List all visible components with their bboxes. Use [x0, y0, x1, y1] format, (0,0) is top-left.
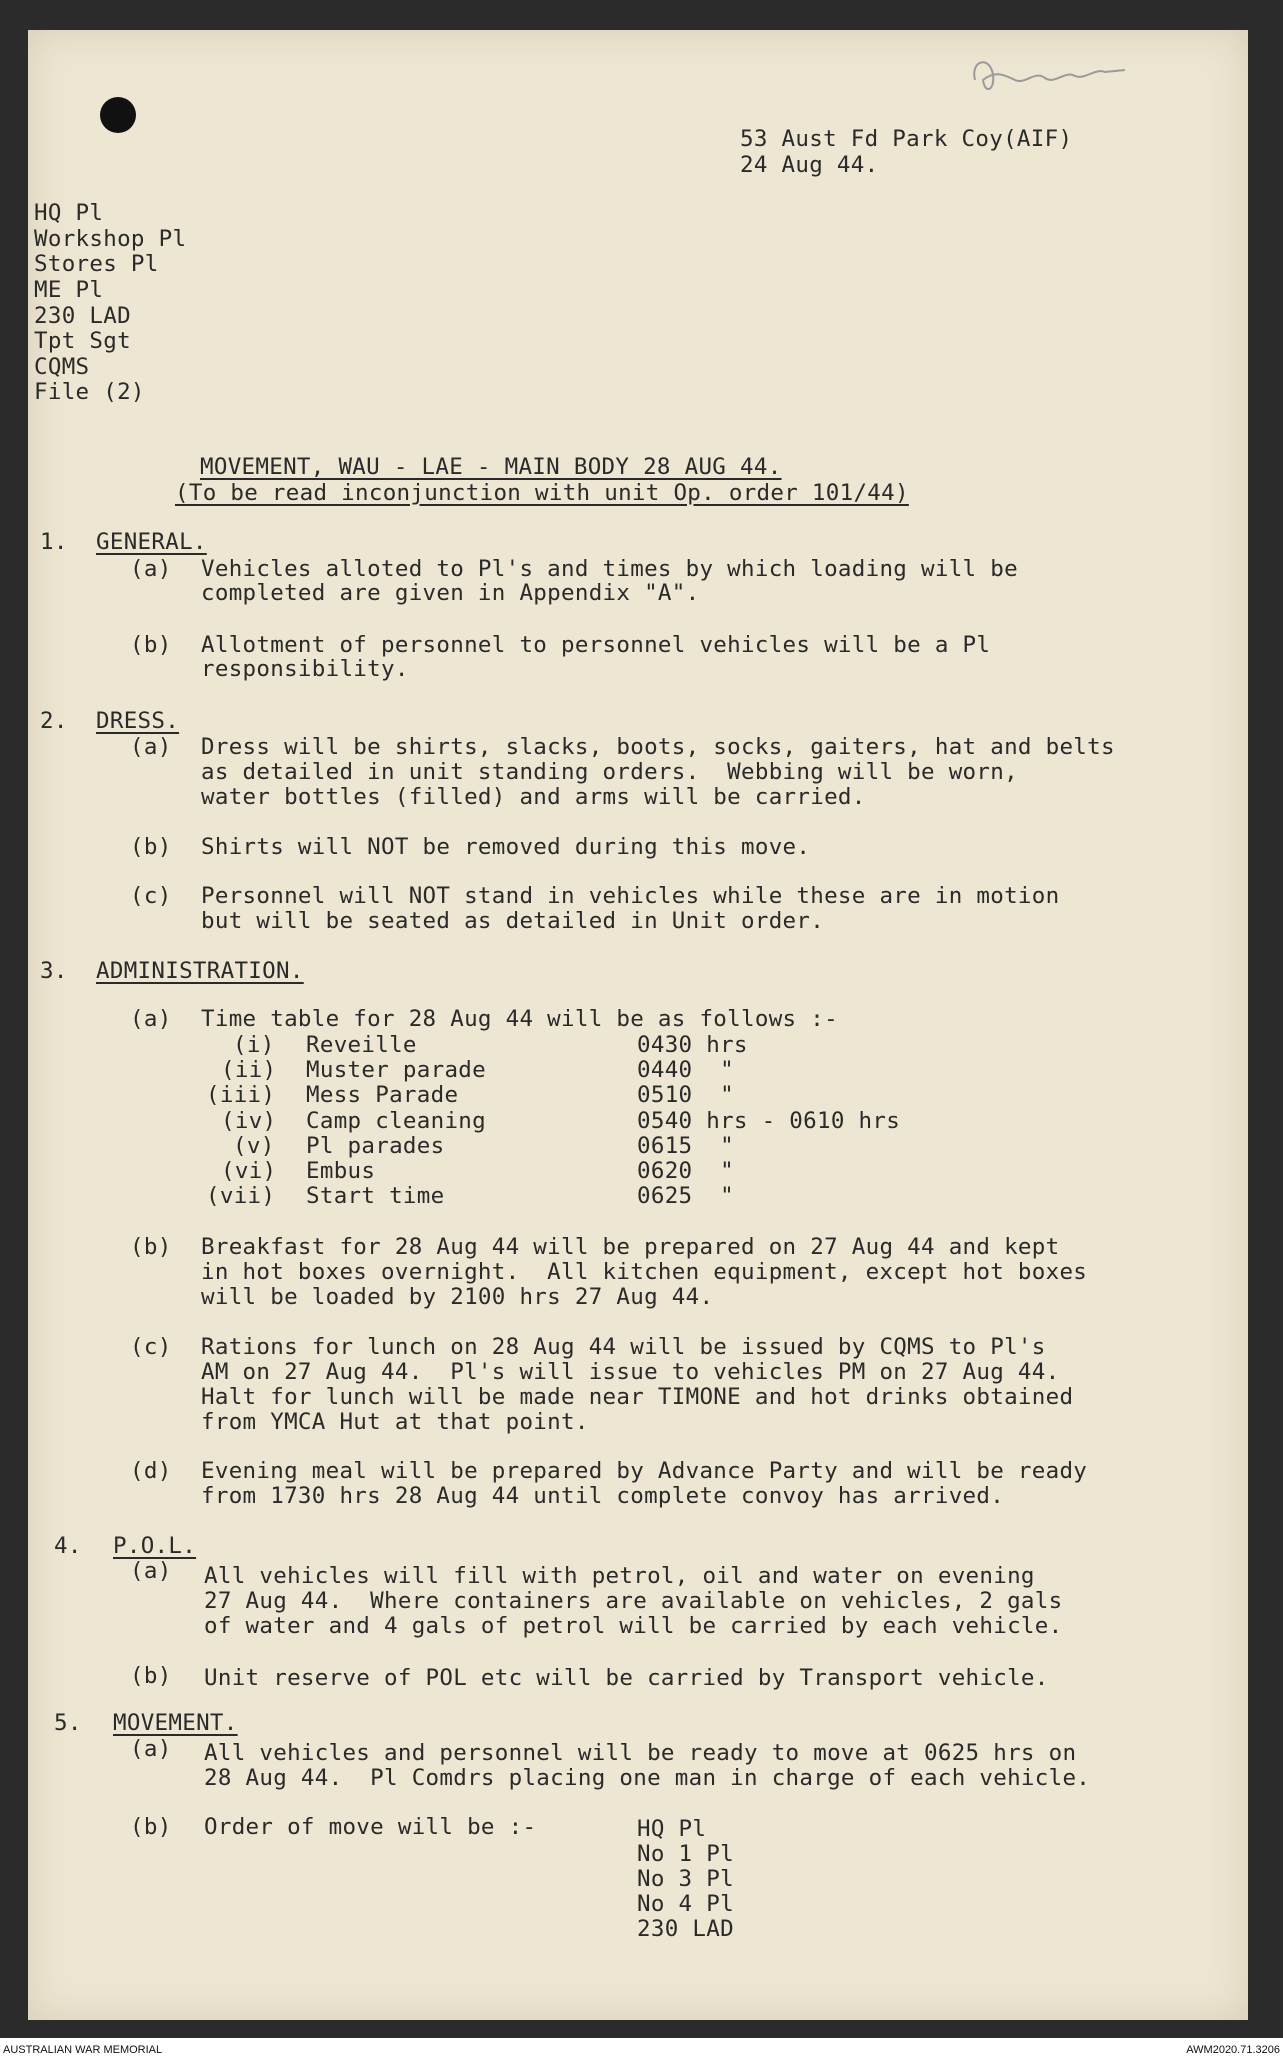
timetable-time: 0615 "	[637, 1133, 734, 1159]
section-number: 5.	[54, 1710, 82, 1736]
timetable-time: 0510 "	[637, 1082, 734, 1108]
timetable-number: (iv)	[221, 1108, 277, 1134]
timetable-number: (v)	[233, 1133, 275, 1159]
timetable-item: Muster parade	[306, 1057, 486, 1083]
timetable-number: (vii)	[206, 1183, 276, 1209]
timetable-number: (iii)	[206, 1082, 276, 1108]
para-line: completed are given in Appendix "A".	[201, 580, 700, 606]
para-line: All vehicles will fill with petrol, oil and water on evening	[204, 1563, 1035, 1589]
timetable-time: 0430 hrs	[637, 1032, 748, 1058]
para-line: All vehicles and personnel will be ready to move at 0625 hrs on	[204, 1740, 1077, 1766]
distribution-item: HQ Pl	[34, 200, 104, 226]
section-heading-movement: MOVEMENT.	[113, 1710, 238, 1736]
para-line: Personnel will NOT stand in vehicles while these are in motion	[201, 883, 1060, 909]
para-line: but will be seated as detailed in Unit order.	[201, 908, 825, 934]
para-label: (a)	[130, 1558, 172, 1584]
para-line: water bottles (filled) and arms will be carried.	[201, 784, 866, 810]
timetable-time: 0620 "	[637, 1158, 734, 1184]
para-label: (b)	[130, 632, 172, 658]
timetable-time: 0540 hrs - 0610 hrs	[637, 1108, 901, 1134]
para-label: (a)	[130, 1736, 172, 1762]
para-line: from 1730 hrs 28 Aug 44 until complete convoy has arrived.	[201, 1483, 1005, 1509]
timetable-number: (ii)	[221, 1057, 277, 1083]
para-line: AM on 27 Aug 44. Pl's will issue to vehicles PM on 27 Aug 44.	[201, 1359, 1060, 1385]
para-line: Unit reserve of POL etc will be carried by Transport vehicle.	[204, 1665, 1049, 1691]
para-line: responsibility.	[201, 656, 409, 682]
distribution-item: CQMS	[34, 354, 90, 380]
para-label: (a)	[130, 734, 172, 760]
para-line: Halt for lunch will be made near TIMONE and hot drinks obtained	[201, 1384, 1074, 1410]
move-order-item: HQ Pl	[637, 1816, 707, 1842]
para-line: will be loaded by 2100 hrs 27 Aug 44.	[201, 1284, 714, 1310]
para-line: as detailed in unit standing orders. Webbing will be worn,	[201, 759, 1018, 785]
para-label: (c)	[130, 1334, 172, 1360]
distribution-item: File (2)	[34, 379, 145, 405]
section-number: 1.	[40, 529, 68, 555]
para-line: 27 Aug 44. Where containers are available on vehicles, 2 gals	[204, 1588, 1063, 1614]
move-order-item: No 4 Pl	[637, 1891, 734, 1917]
sender-unit: 53 Aust Fd Park Coy(AIF)	[740, 126, 1073, 152]
section-heading-dress: DRESS.	[96, 708, 180, 734]
para-line: in hot boxes overnight. All kitchen equipment, except hot boxes	[201, 1259, 1088, 1285]
document-title: MOVEMENT, WAU - LAE - MAIN BODY 28 AUG 44.	[200, 454, 782, 480]
para-line: 28 Aug 44. Pl Comdrs placing one man in charge of each vehicle.	[204, 1765, 1091, 1791]
para-line: from YMCA Hut at that point.	[201, 1409, 589, 1435]
para-line: of water and 4 gals of petrol will be carried by each vehicle.	[204, 1613, 1063, 1639]
para-label: (b)	[130, 1234, 172, 1260]
document-subtitle: (To be read inconjunction with unit Op. order 101/44)	[175, 480, 909, 506]
section-heading-general: GENERAL.	[96, 529, 207, 555]
section-number: 2.	[40, 708, 68, 734]
timetable-number: (vi)	[221, 1158, 277, 1184]
punch-hole	[100, 97, 136, 133]
timetable-item: Mess Parade	[306, 1082, 459, 1108]
para-line: Evening meal will be prepared by Advance Party and will be ready	[201, 1458, 1088, 1484]
timetable-intro: Time table for 28 Aug 44 will be as follows :-	[201, 1006, 838, 1032]
section-number: 3.	[40, 958, 68, 984]
timetable-item: Pl parades	[306, 1133, 445, 1159]
move-order-item: No 1 Pl	[637, 1841, 734, 1867]
para-line: Breakfast for 28 Aug 44 will be prepared on 27 Aug 44 and kept	[201, 1234, 1060, 1260]
para-line: Allotment of personnel to personnel vehicles will be a Pl	[201, 632, 991, 658]
para-label: (c)	[130, 883, 172, 909]
distribution-item: Tpt Sgt	[34, 328, 131, 354]
para-line: Rations for lunch on 28 Aug 44 will be issued by CQMS to Pl's	[201, 1334, 1046, 1360]
move-order-item: No 3 Pl	[637, 1866, 734, 1892]
para-label: (d)	[130, 1458, 172, 1484]
para-label: (b)	[130, 834, 172, 860]
para-label: (b)	[130, 1663, 172, 1689]
para-line: Dress will be shirts, slacks, boots, socks, gaiters, hat and belts	[201, 734, 1115, 760]
section-heading-pol: P.O.L.	[113, 1533, 197, 1559]
distribution-item: ME Pl	[34, 277, 104, 303]
para-label: (b)	[130, 1814, 172, 1840]
timetable-number: (i)	[233, 1032, 275, 1058]
move-order-item: 230 LAD	[637, 1916, 734, 1942]
handwritten-signature	[965, 50, 1135, 105]
para-label: (a)	[130, 1006, 172, 1032]
para-line: Shirts will NOT be removed during this move.	[201, 834, 811, 860]
section-heading-administration: ADMINISTRATION.	[96, 958, 304, 984]
footer-institution: AUSTRALIAN WAR MEMORIAL	[3, 2044, 163, 2056]
timetable-item: Embus	[306, 1158, 376, 1184]
timetable-time: 0440 "	[637, 1057, 734, 1083]
para-line: Vehicles alloted to Pl's and times by which loading will be	[201, 556, 1018, 582]
timetable-item: Camp cleaning	[306, 1108, 486, 1134]
distribution-item: Workshop Pl	[34, 226, 187, 252]
sender-date: 24 Aug 44.	[740, 152, 879, 178]
archive-footer	[0, 2038, 1283, 2061]
move-order-intro: Order of move will be :-	[204, 1814, 537, 1840]
timetable-item: Reveille	[306, 1032, 417, 1058]
timetable-time: 0625 "	[637, 1183, 734, 1209]
para-label: (a)	[130, 556, 172, 582]
section-number: 4.	[54, 1533, 82, 1559]
footer-accession-number: AWM2020.71.3206	[1186, 2044, 1280, 2056]
distribution-item: 230 LAD	[34, 303, 131, 329]
distribution-item: Stores Pl	[34, 251, 159, 277]
timetable-item: Start time	[306, 1183, 445, 1209]
